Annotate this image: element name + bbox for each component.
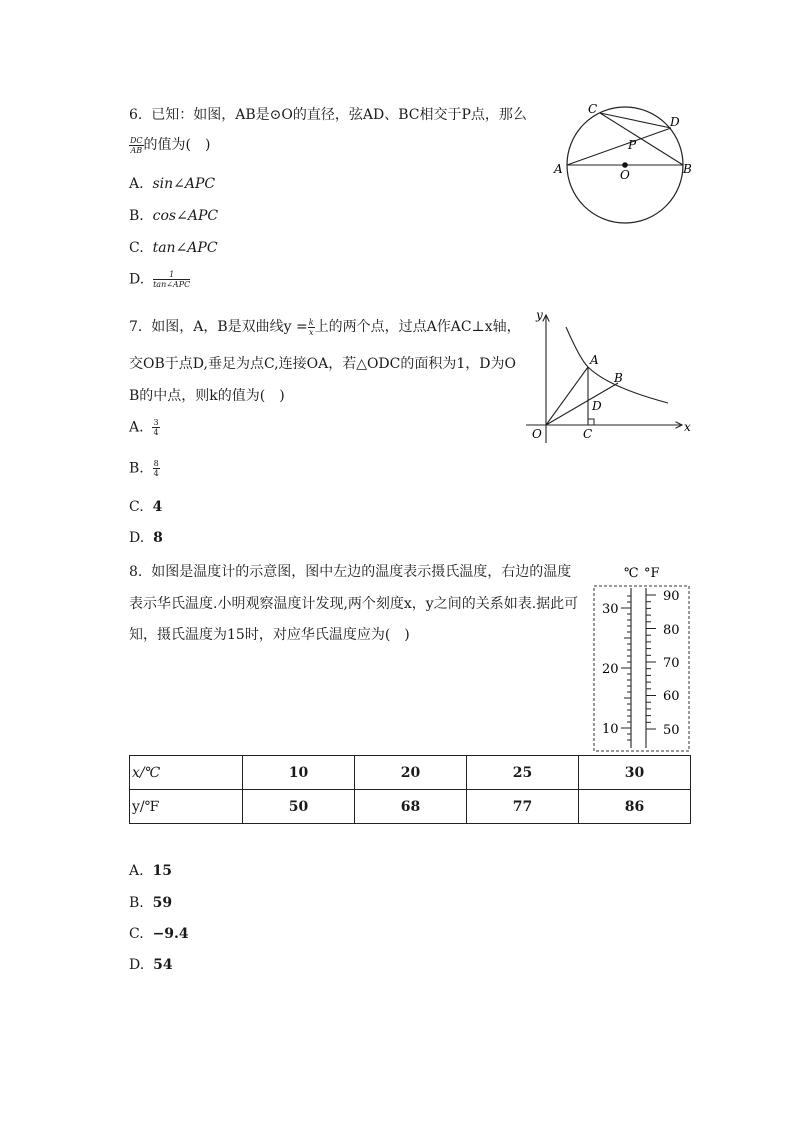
- celsius-label-20: 20: [602, 662, 619, 677]
- thermometer-figure: [590, 560, 694, 755]
- q6-option-c[interactable]: [129, 240, 218, 256]
- table-cell: 77: [467, 790, 579, 824]
- option-text: 15: [152, 863, 172, 879]
- q7-option-d[interactable]: [129, 530, 163, 546]
- q7-line1-post: 上的两个点，过点A作AC⊥x轴，: [314, 319, 521, 335]
- celsius-unit: ℃: [624, 566, 639, 581]
- q7-frac-den: x: [308, 327, 314, 337]
- q8-stem-line1: [129, 561, 571, 581]
- table-cell: 10: [243, 756, 355, 790]
- frac-den: tan∠APC: [153, 280, 191, 289]
- option-label: A.: [129, 176, 144, 192]
- q7-line1-pre: 如图，A，B是双曲线y =: [151, 319, 308, 335]
- q6-frac-den: AB: [130, 145, 143, 155]
- q6-option-d[interactable]: [129, 270, 190, 289]
- q6-option-a[interactable]: [129, 176, 215, 192]
- table-cell: 20: [355, 756, 467, 790]
- q8-option-c[interactable]: [129, 926, 189, 942]
- fahrenheit-label-50: 50: [663, 723, 680, 738]
- fahrenheit-label-60: 60: [663, 689, 680, 704]
- frac-num: 8: [153, 459, 159, 468]
- q7-option-a[interactable]: [129, 418, 160, 437]
- q8-stem-line3: 知，摄氏温度为15时，对应华氏温度应为( ): [129, 627, 410, 643]
- q7-option-c[interactable]: [129, 499, 162, 515]
- table-cell: 86: [579, 790, 691, 824]
- option-label: B.: [129, 460, 144, 477]
- fahrenheit-unit: °F: [644, 566, 660, 581]
- option-text: cos∠APC: [152, 208, 219, 224]
- q7-option-b[interactable]: [129, 459, 160, 478]
- frac-num: 3: [153, 418, 159, 427]
- right-angle-mark: [588, 419, 594, 425]
- q8-option-a[interactable]: [129, 863, 172, 879]
- option-label: D.: [129, 530, 145, 546]
- label-d: D: [670, 115, 680, 129]
- center-dot: [622, 162, 628, 168]
- option-text: −9.4: [152, 926, 189, 942]
- label-c: C: [583, 427, 593, 441]
- segment-ob: [546, 383, 618, 425]
- q7-stem-line3: B的中点，则k的值为( ): [129, 388, 285, 404]
- frac-den: 4: [153, 469, 159, 478]
- celsius-label-10: 10: [602, 722, 619, 737]
- table-row: [130, 756, 691, 790]
- option-fraction: [152, 418, 159, 437]
- option-label: B.: [129, 895, 144, 911]
- label-o: O: [532, 427, 542, 441]
- q8-stem-line2: 表示华氏温度.小明观察温度计发现,两个刻度x，y之间的关系如表.据此可: [129, 596, 579, 612]
- label-b: B: [683, 162, 692, 176]
- table-row: [130, 790, 691, 824]
- option-label: A.: [129, 863, 144, 879]
- q6-fraction: [129, 136, 144, 155]
- q8-option-d[interactable]: [129, 957, 173, 973]
- option-label: D.: [129, 957, 145, 973]
- option-text: 4: [152, 499, 163, 515]
- q6-stem-tail: 的值为( ): [143, 137, 211, 153]
- q6-stem-line2: [129, 134, 210, 155]
- table-cell: 25: [467, 756, 579, 790]
- label-b: B: [614, 371, 623, 385]
- q6-option-b[interactable]: [129, 208, 218, 224]
- frac-num: 1: [153, 270, 190, 280]
- row-header-x: x/℃: [130, 756, 243, 790]
- option-label: D.: [129, 271, 145, 288]
- option-text: 8: [153, 530, 163, 546]
- option-label: C.: [129, 499, 144, 515]
- q8-number: 8.: [129, 564, 143, 580]
- fahrenheit-label-70: 70: [663, 656, 680, 671]
- label-x: x: [684, 420, 691, 434]
- label-a: A: [590, 353, 599, 367]
- label-c: C: [588, 102, 598, 116]
- celsius-label-30: 30: [602, 602, 619, 617]
- q6-frac-num: DC: [130, 135, 143, 145]
- table-cell: 68: [355, 790, 467, 824]
- option-text: 59: [152, 895, 173, 911]
- celsius-ticks: [621, 596, 631, 740]
- chord-ad: [567, 128, 671, 165]
- option-label: C.: [129, 240, 144, 256]
- fahrenheit-ticks: [646, 595, 656, 729]
- label-p: P: [628, 138, 637, 152]
- q7-stem-line2: 交OB于点D,垂足为点C,连接OA，若△ODC的面积为1，D为O: [129, 356, 516, 372]
- q6-circle-figure: [550, 98, 700, 228]
- q6-stem-line1: [129, 104, 527, 124]
- fahrenheit-label-80: 80: [663, 623, 680, 638]
- row-header-y: y/℉: [130, 790, 243, 824]
- q7-hyperbola-figure: [520, 305, 698, 447]
- chord-cd: [600, 113, 671, 128]
- q7-stem-line1: [129, 316, 521, 337]
- q8-line1-text: 如图是温度计的示意图，图中左边的温度表示摄氏温度，右边的温度: [151, 564, 572, 580]
- option-text: 54: [153, 957, 173, 973]
- table-cell: 30: [579, 756, 691, 790]
- label-d: D: [592, 399, 602, 413]
- q7-frac-num: k: [308, 317, 314, 327]
- option-text: tan∠APC: [152, 240, 218, 256]
- option-fraction: [153, 459, 160, 478]
- option-label: B.: [129, 208, 144, 224]
- option-label: A.: [129, 419, 144, 436]
- option-text: sin∠APC: [152, 176, 216, 192]
- q6-stem-text: 已知：如图，AB是⊙O的直径，弦AD、BC相交于P点，那么: [151, 107, 527, 123]
- frac-den: 4: [153, 428, 159, 437]
- fahrenheit-label-90: 90: [663, 589, 680, 604]
- q6-number: 6.: [129, 107, 143, 123]
- q7-number: 7.: [129, 319, 143, 335]
- label-a: A: [554, 162, 563, 176]
- label-o: O: [620, 168, 630, 182]
- q8-option-b[interactable]: [129, 895, 172, 911]
- option-label: C.: [129, 926, 144, 942]
- label-y: y: [536, 308, 543, 322]
- q8-data-table: [129, 755, 691, 824]
- hyperbola-curve: [566, 327, 668, 403]
- q7-fraction: [308, 318, 315, 337]
- table-cell: 50: [243, 790, 355, 824]
- segment-oa: [546, 367, 588, 425]
- option-fraction: [153, 270, 190, 289]
